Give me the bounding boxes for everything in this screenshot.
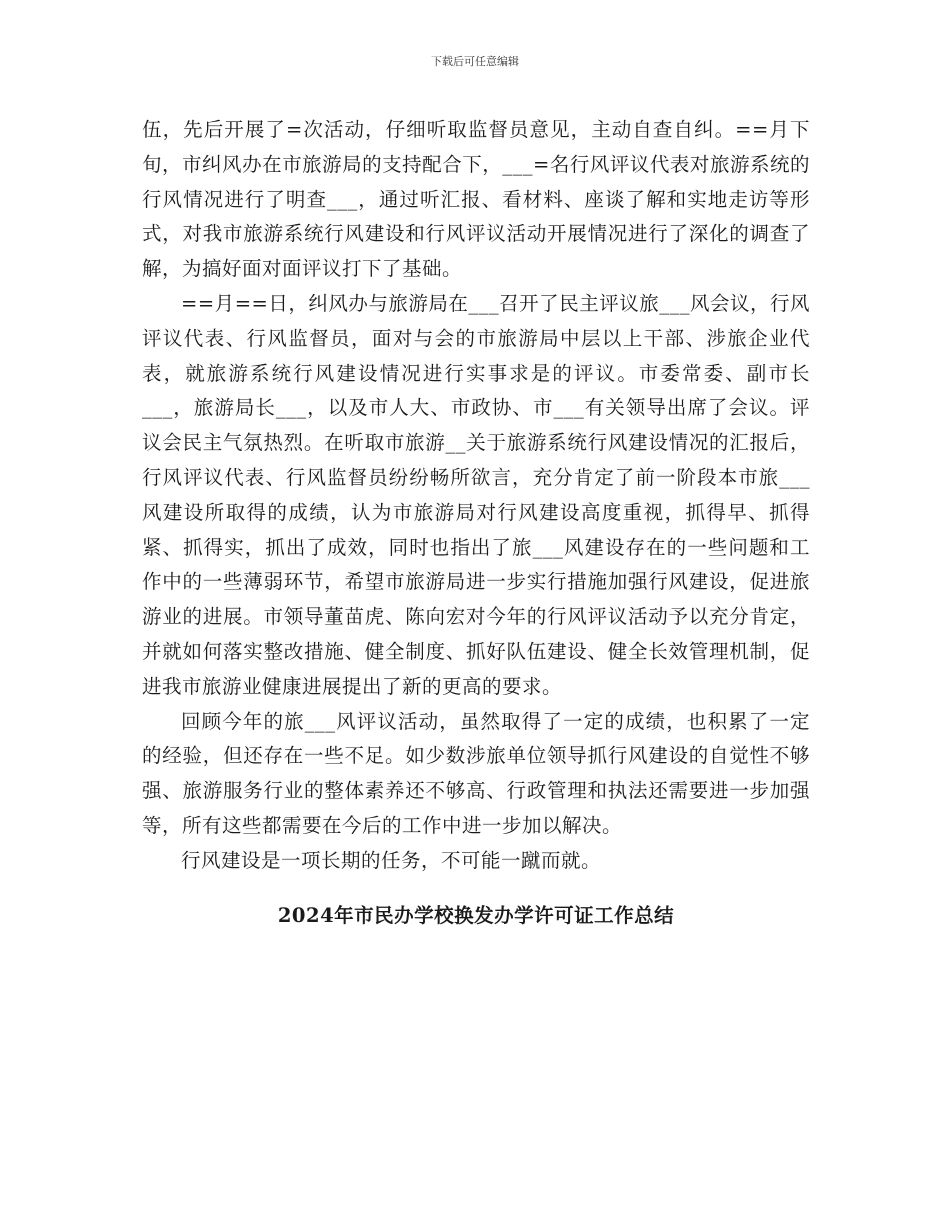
paragraph-1: 伍，先后开展了=次活动，仔细听取监督员意见，主动自查自纠。==月下旬，市纠风办在市旅游局的支持配合下，___=名行风评议代表对旅游系统的行风情况进行了明查___，通过听汇报、看材料、座谈了解和实地走访等形式，对我市旅游系统行风建设和行风评议活动开展情况进行了深化的调查了解，为搞好面对面评议打下了基础。: [142, 118, 810, 281]
section-title: 2024年市民办学校换发办学许可证工作总结: [277, 903, 675, 927]
paragraph-4: 行风建设是一项长期的任务，不可能一蹴而就。: [181, 848, 602, 872]
paragraph-3: 回顾今年的旅___风评议活动，虽然取得了一定的成绩，也积累了一定的经验，但还存在一些不足。如少数涉旅单位领导抓行风建设的自觉性不够强、旅游服务行业的整体素养还不够高、行政管理和执法还需要进一步加强等，所有这些都需要在今后的工作中进一步加以解决。: [142, 709, 810, 837]
paragraph-2: ==月==日，纠风办与旅游局在___召开了民主评议旅___风会议，行风评议代表、行风监督员，面对与会的市旅游局中层以上干部、涉旅企业代表，就旅游系统行风建设情况进行实事求是的评议。市委常委、副市长___，旅游局长___，以及市人大、市政协、市___有关领导出席了会议。评议会民主气氛热烈。在听取市旅游__关于旅游系统行风建设情况的汇报后，行风评议代表、行风监督员纷纷畅所欲言，充分肯定了前一阶段本市旅___风建设所取得的成绩，认为市旅游局对行风建设高度重视，抓得早、抓得紧、抓得实，抓出了成效，同时也指出了旅___风建设存在的一些问题和工作中的一些薄弱环节，希望市旅游局进一步实行措施加强行风建设，促进旅游业的进展。市领导董苗虎、陈向宏对今年的行风评议活动予以充分肯定，并就如何落实整改措施、健全制度、抓好队伍建设、健全长效管理机制，促进我市旅游业健康进展提出了新的更高的要求。: [142, 291, 810, 698]
header-note: 下载后可任意编辑: [431, 55, 519, 68]
document-body: [142, 113, 810, 931]
